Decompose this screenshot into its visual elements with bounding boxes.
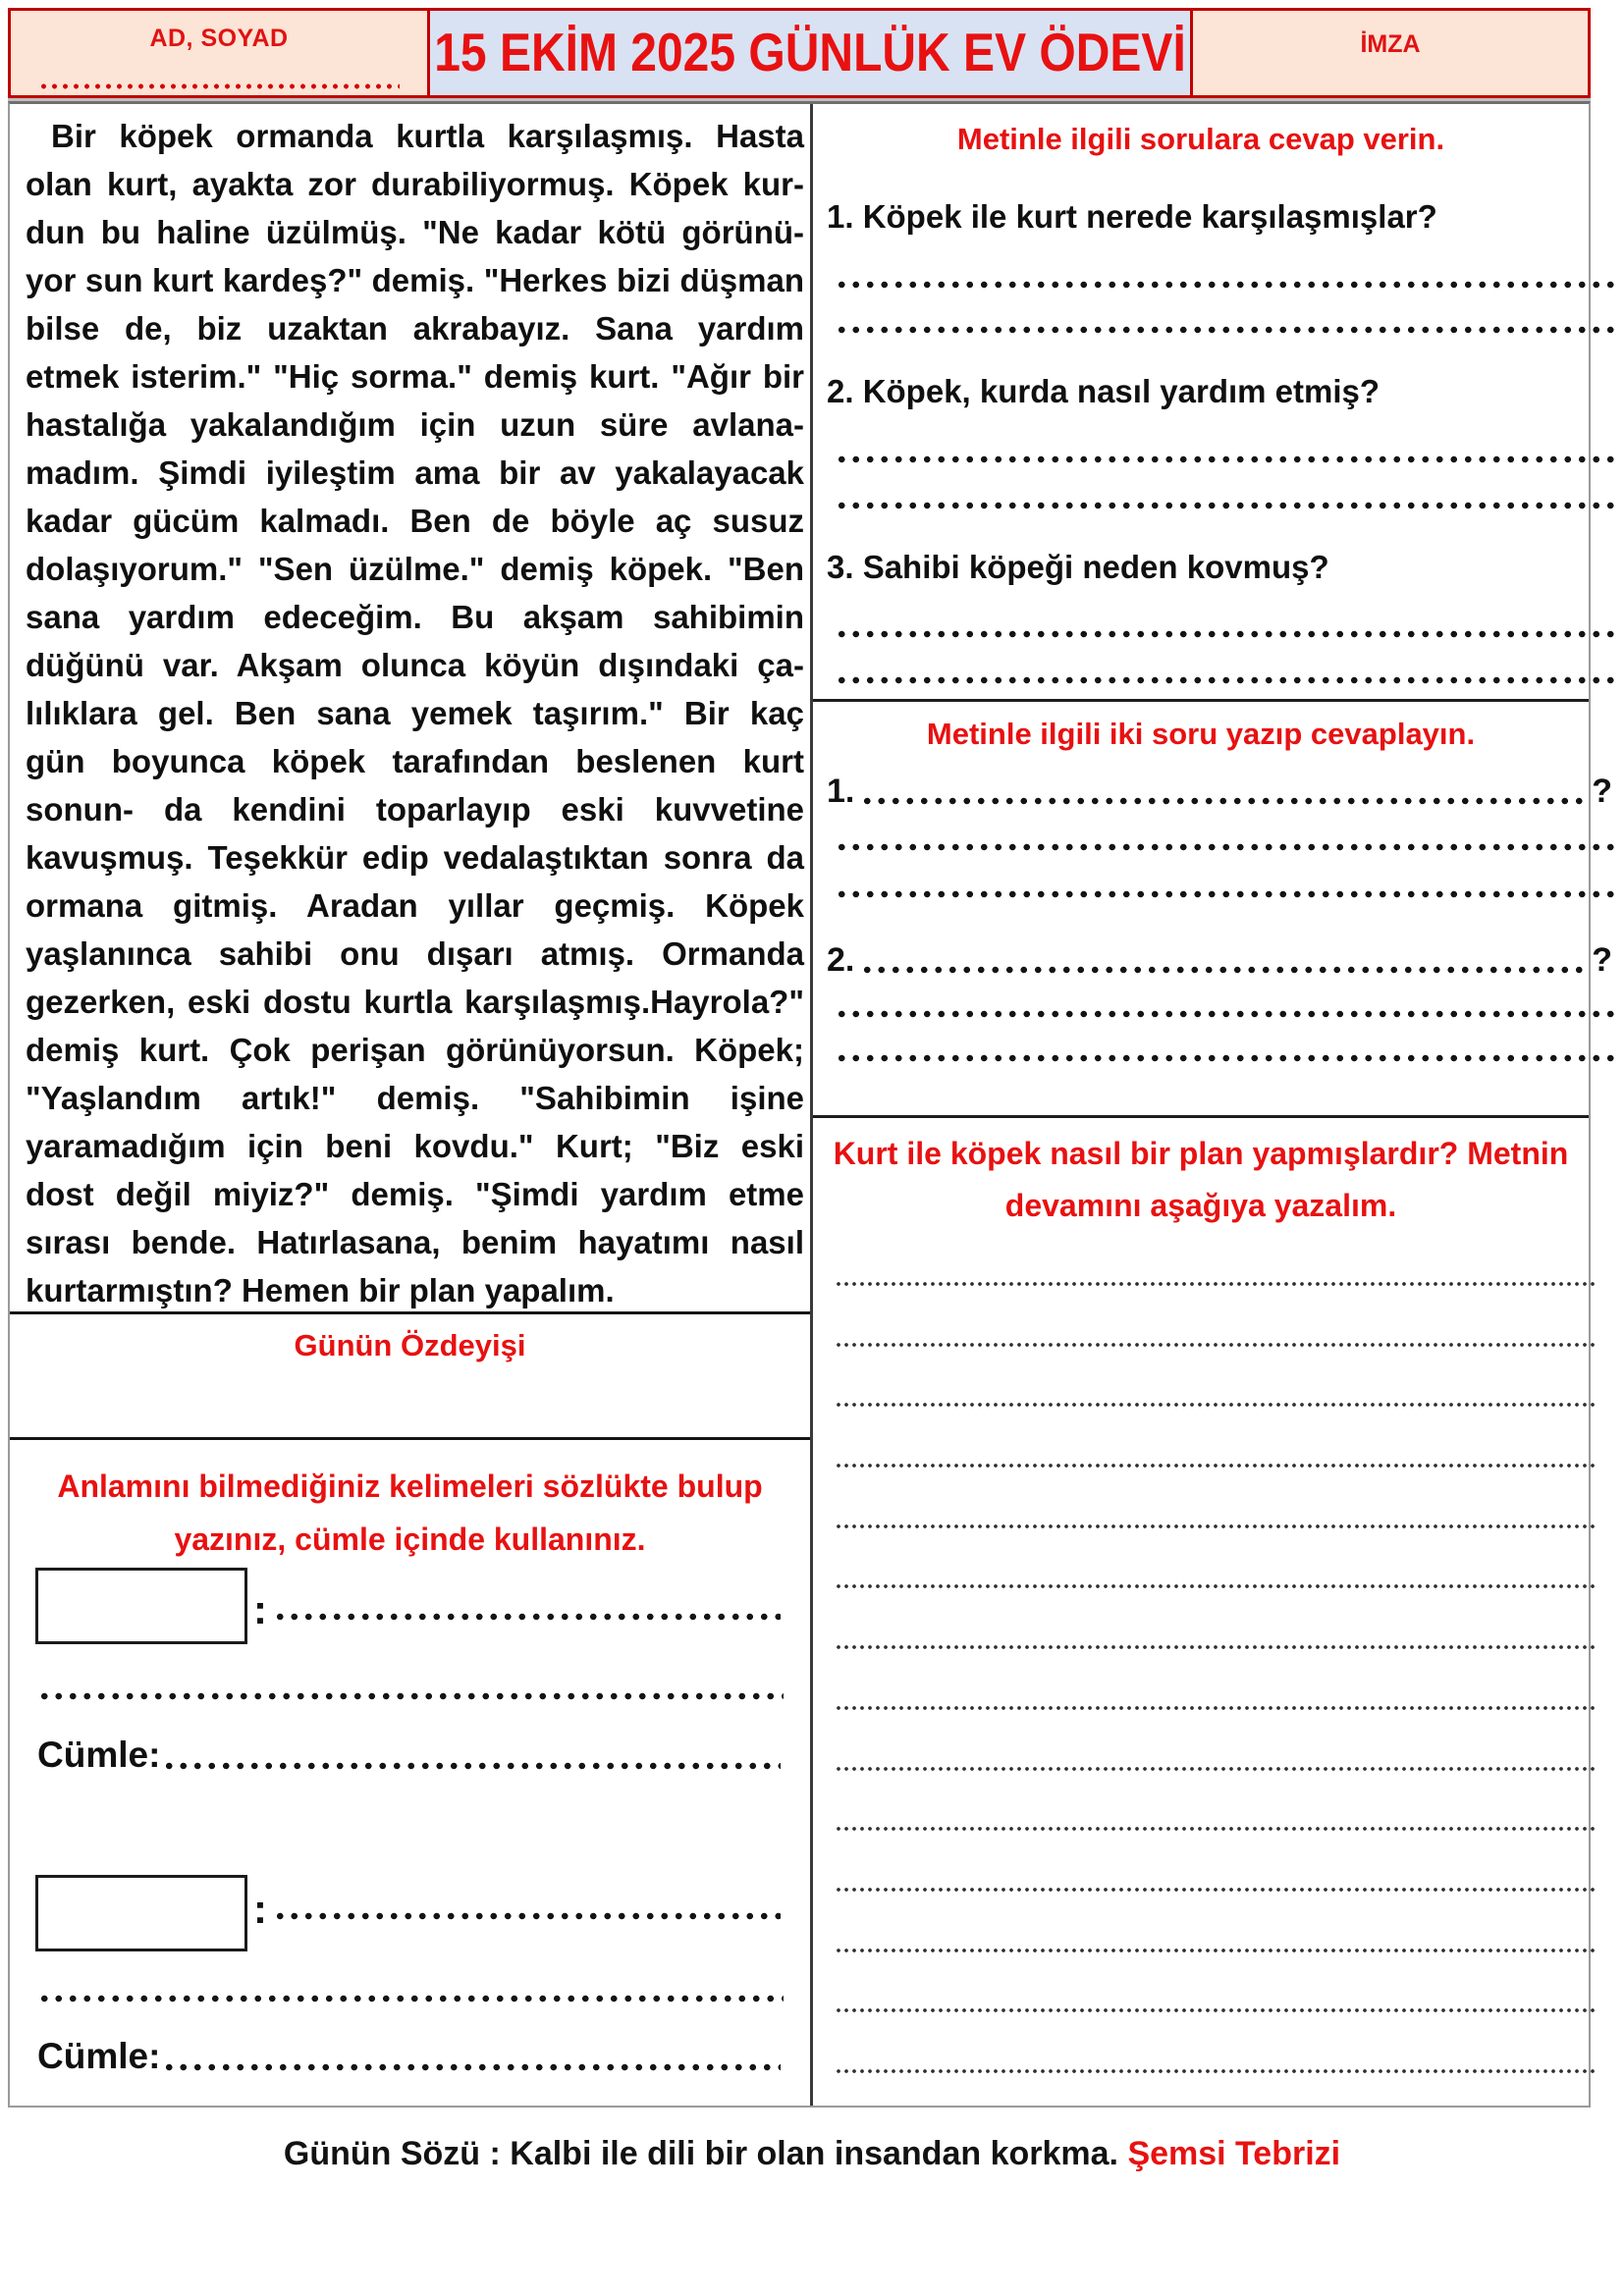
right-column bbox=[813, 104, 1612, 2106]
story-line: düğünü var. Akşam olunca köyün dışındaki ça- bbox=[26, 647, 804, 683]
word-box-2 bbox=[35, 1875, 247, 1951]
story-line: kurtarmıştın? Hemen bir plan yapalım. bbox=[26, 1272, 615, 1308]
name-cell bbox=[11, 11, 427, 95]
plan-writing-lines bbox=[835, 1282, 1596, 2130]
write-question-row-2 bbox=[827, 938, 1612, 982]
sentence-dotted-line-1 bbox=[162, 1762, 781, 1770]
footer-quote bbox=[0, 2132, 1624, 2175]
story-line: yaşlanınca sahibi onu dışarı atmış. Ormanda bbox=[26, 935, 804, 972]
story-line: yor sun kurt kardeş?" demiş. "Herkes bizi düşman bbox=[26, 262, 804, 298]
plan-heading-line1: Kurt ile köpek nasıl bir plan yapmışlardır? Metnin bbox=[833, 1136, 1569, 1171]
sentence-row-1 bbox=[37, 1732, 781, 1779]
answer-line bbox=[835, 890, 1616, 898]
story-line: gün boyunca köpek tarafından beslenen kurt bbox=[26, 743, 804, 779]
question-1: 1. Köpek ile kurt nerede karşılaşmışlar? bbox=[827, 198, 1437, 235]
sentence-label-1: Cümle: bbox=[37, 1735, 161, 1775]
dotted-writing-line bbox=[835, 1343, 1596, 1347]
footer-quote-author: Şemsi Tebrizi bbox=[1127, 2135, 1341, 2172]
dotted-writing-line bbox=[835, 1888, 1596, 1892]
dictionary-instruction-line1: Anlamını bilmediğiniz kelimeleri sözlükte bulup bbox=[57, 1468, 763, 1504]
story-line: demiş kurt. Çok perişan görünüyorsun. Köpek; bbox=[26, 1032, 804, 1068]
story-line: "Yaşlandım artık!" demiş. "Sahibimin işine bbox=[26, 1080, 804, 1116]
story-line: dost değil miyiz?" demiş. "Şimdi yardım etme bbox=[26, 1176, 804, 1212]
answer-line bbox=[835, 1054, 1616, 1062]
definition-dotted-line-1 bbox=[273, 1613, 781, 1621]
question-3: 3. Sahibi köpeği neden kovmuş? bbox=[827, 549, 1329, 585]
story-line: bilse de, biz uzaktan akrabayız. Sana yardım bbox=[26, 310, 804, 347]
dotted-writing-line bbox=[835, 1282, 1596, 1286]
dotted-writing-line bbox=[835, 1645, 1596, 1649]
word-definition-row-1 bbox=[253, 1572, 781, 1632]
dotted-writing-line bbox=[835, 1767, 1596, 1771]
dotted-writing-line bbox=[835, 1827, 1596, 1831]
story-line: kavuşmuş. Teşekkür edip vedalaştıktan sonra da bbox=[26, 839, 804, 876]
story-line: madım. Şimdi iyileştim ama bir av yakalayacak bbox=[26, 454, 804, 491]
title-cell bbox=[427, 11, 1193, 95]
content-frame bbox=[8, 101, 1612, 2108]
left-column bbox=[10, 104, 813, 2106]
story-line: sırası bende. Hatırlasana, benim hayatımı nasıl bbox=[26, 1224, 804, 1260]
dotted-writing-line bbox=[835, 1706, 1596, 1710]
colon-2: : bbox=[253, 1886, 267, 1932]
answer-line bbox=[835, 326, 1616, 334]
word-definition-row-2 bbox=[253, 1871, 781, 1932]
sentence-label-2: Cümle: bbox=[37, 2036, 161, 2076]
name-dotted-line bbox=[38, 83, 400, 89]
story-line: lılıklara gel. Ben sana yemek taşırım." Bir kaç bbox=[26, 695, 804, 731]
write-questions-heading: Metinle ilgili iki soru yazıp cevaplayın. bbox=[926, 717, 1476, 751]
answer-line bbox=[835, 1010, 1616, 1018]
answer-line bbox=[835, 502, 1616, 509]
write-question-number-2: 2. bbox=[827, 941, 855, 979]
story-line: etmek isterim." "Hiç sorma." demiş kurt. "Ağır bir bbox=[26, 358, 804, 395]
story-line: dolaşıyorum." "Sen üzülme." demiş köpek. "Ben bbox=[26, 551, 804, 587]
footer-quote-text: Günün Sözü : Kalbi ile dili bir olan insandan korkma. bbox=[283, 2135, 1118, 2172]
question-mark-2: ? bbox=[1592, 941, 1612, 979]
dictionary-instruction-line2: yazınız, cümle içinde kullanınız. bbox=[174, 1522, 646, 1557]
question-mark-1: ? bbox=[1592, 773, 1612, 810]
answer-section-heading: Metinle ilgili sorulara cevap verin. bbox=[956, 122, 1445, 156]
write-question-dotted-line bbox=[860, 797, 1588, 805]
dictionary-instruction bbox=[10, 1460, 810, 1566]
write-question-number-1: 1. bbox=[827, 773, 855, 810]
question-2: 2. Köpek, kurda nasıl yardım etmiş? bbox=[827, 373, 1380, 409]
definition-continuation-line-2 bbox=[37, 1995, 784, 2002]
answer-line bbox=[835, 843, 1616, 851]
signature-label: İMZA bbox=[1360, 30, 1421, 58]
sentence-dotted-line-2 bbox=[162, 2063, 781, 2071]
dotted-writing-line bbox=[835, 1949, 1596, 1952]
story-line: sonun- da kendini toparlayıp eski kuvvetine bbox=[26, 791, 804, 828]
plan-heading-line2: devamını aşağıya yazalım. bbox=[1004, 1188, 1397, 1223]
definition-continuation-line-1 bbox=[37, 1692, 784, 1700]
answer-line bbox=[835, 455, 1616, 463]
plan-section-heading bbox=[813, 1128, 1589, 1232]
header bbox=[8, 8, 1591, 98]
story-line: gezerken, eski dostu kurtla karşılaşmış.Hayrola?" bbox=[26, 984, 804, 1020]
dotted-writing-line bbox=[835, 2069, 1596, 2073]
story-line: sana yardım edeceğim. Bu akşam sahibimin bbox=[26, 599, 804, 635]
answer-line bbox=[835, 676, 1616, 684]
write-question-row-1 bbox=[827, 770, 1612, 813]
story-line: olan kurt, ayakta zor durabiliyormuş. Köpek kur- bbox=[26, 166, 804, 202]
quote-of-day-box bbox=[10, 1311, 810, 1440]
page-title: 15 EKİM 2025 GÜNLÜK EV ÖDEVİ bbox=[434, 23, 1186, 83]
dotted-writing-line bbox=[835, 1584, 1596, 1588]
section-divider bbox=[813, 1115, 1589, 1118]
answer-line bbox=[835, 281, 1616, 289]
section-divider bbox=[813, 699, 1589, 702]
story-text bbox=[26, 112, 804, 1314]
story-line: yaramadığım için beni kovdu." Kurt; "Biz eski bbox=[26, 1128, 804, 1164]
name-label: AD, SOYAD bbox=[149, 25, 289, 52]
story-line: Bir köpek ormanda kurtla karşılaşmış. Hasta bbox=[51, 118, 804, 154]
story-line: hastalığa yakalandığım için uzun süre avlana- bbox=[26, 406, 804, 443]
word-box-1 bbox=[35, 1568, 247, 1644]
story-line: ormana gitmiş. Aradan yıllar geçmiş. Köpek bbox=[26, 887, 804, 924]
colon-1: : bbox=[253, 1586, 267, 1632]
dotted-writing-line bbox=[835, 1524, 1596, 1528]
write-question-dotted-line bbox=[860, 966, 1588, 974]
signature-cell bbox=[1193, 11, 1588, 95]
dotted-writing-line bbox=[835, 1403, 1596, 1407]
dotted-writing-line bbox=[835, 2008, 1596, 2012]
dotted-writing-line bbox=[835, 1464, 1596, 1468]
definition-dotted-line-2 bbox=[273, 1912, 781, 1920]
sentence-row-2 bbox=[37, 2033, 781, 2080]
story-line: dun bu haline üzülmüş. "Ne kadar kötü görünü- bbox=[26, 214, 804, 250]
story-line: kadar gücüm kalmadı. Ben de böyle aç susuz bbox=[26, 503, 804, 539]
answer-line bbox=[835, 630, 1616, 638]
quote-box-title: Günün Özdeyişi bbox=[294, 1328, 526, 1362]
